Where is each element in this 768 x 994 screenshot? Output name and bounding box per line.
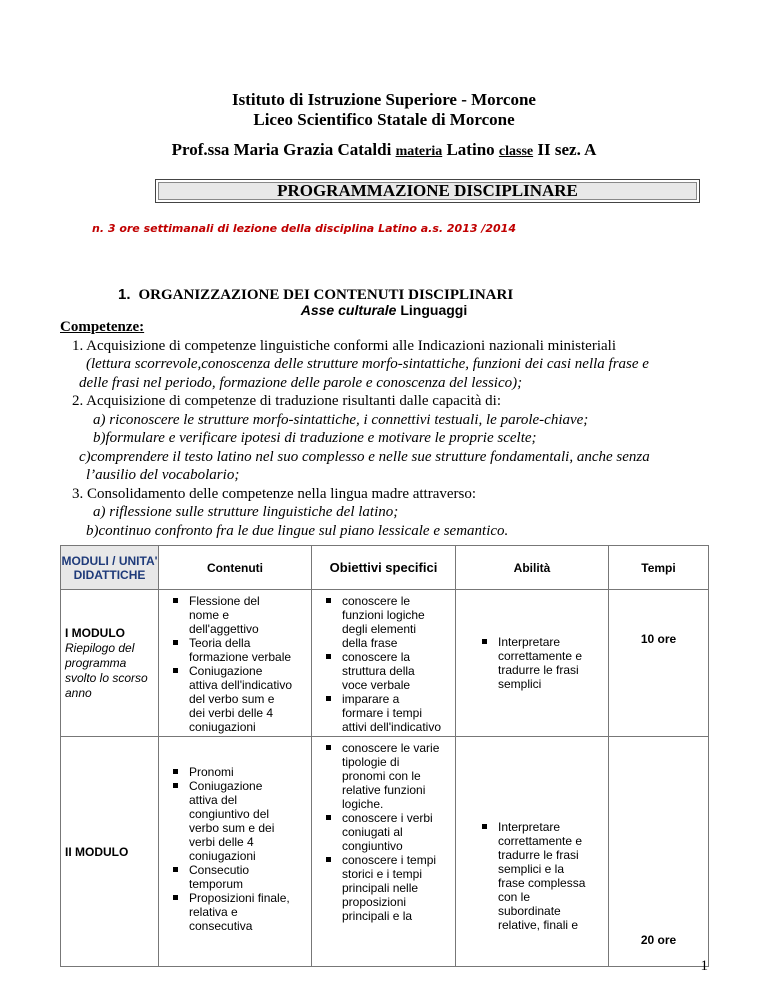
header-moduli: MODULI / UNITA' DIDATTICHE <box>61 546 159 590</box>
list-item: Interpretare correttamente e tradurre le frasi semplici <box>498 635 590 691</box>
competenze-line-7: c)comprendere il testo latino nel suo complesso e nelle sue strutture fondamentali, anche senza <box>79 449 650 465</box>
list-item: Proposizioni finale, relativa e consecutiva <box>189 891 293 933</box>
module-title: II MODULO <box>65 844 129 859</box>
competenze-line-11: b)continuo confronto fra le due lingue sul piano lessicale e semantico. <box>86 523 509 539</box>
list-item: conoscere i verbi coniugati al congiuntivo <box>342 811 441 853</box>
list-item: conoscere i tempi storici e i tempi principali nelle proposizioni principali e la <box>342 853 441 923</box>
section-number: 1. <box>118 286 131 303</box>
teacher-name: Prof.ssa Maria Grazia Cataldi <box>171 140 392 159</box>
competenze-line-6: b)formulare e verificare ipotesi di traduzione e motivare le proprie scelte; <box>93 430 537 446</box>
contenuti-cell <box>159 737 312 967</box>
module-description: Riepilogo del programma svolto lo scorso anno <box>65 641 148 700</box>
obiettivi-cell <box>312 590 456 737</box>
table-header-row <box>61 546 709 590</box>
list-item: conoscere le varie tipologie di pronomi con le relative funzioni logiche. <box>342 741 440 811</box>
competenze-line-4: 2. Acquisizione di competenze di traduzione risultanti dalle capacità di: <box>72 393 502 409</box>
asse-culturale <box>0 302 768 318</box>
class-name: II sez. A <box>537 140 597 159</box>
table-row <box>61 737 709 967</box>
hours-note: n. 3 ore settimanali di lezione della disciplina Latino a.s. 2013 /2014 <box>92 222 516 235</box>
competenze-line-9: 3. Consolidamento delle competenze nella lingua madre attraverso: <box>72 486 477 502</box>
materia-label: materia <box>395 144 443 159</box>
list-item-text: Coniugazione attiva dell'indicativo del verbo sum e dei verbi delle 4 coniugazioni <box>189 664 293 734</box>
asse-label: Asse culturale <box>300 302 397 318</box>
abilita-cell <box>456 737 609 967</box>
list-item: Flessione del nome e dell'aggettivo <box>189 594 293 636</box>
list-item: Coniugazione attiva del congiuntivo del verbo sum e dei verbi delle 4 coniugazioni <box>189 779 293 863</box>
header-abilita: Abilità <box>456 546 609 590</box>
list-item: Pronomi <box>189 765 293 779</box>
list-item: Teoria della formazione verbale <box>189 636 292 664</box>
section-title: ORGANIZZAZIONE DEI CONTENUTI DISCIPLINARI <box>138 287 514 303</box>
list-item: imparare a formare i tempi attivi dell'indicativo <box>342 692 442 734</box>
table-row <box>61 590 709 737</box>
school-name: Istituto di Istruzione Superiore - Morcone <box>232 90 536 109</box>
competenze-line-2: (lettura scorrevole,conoscenza delle strutture morfo-sintattiche, funzioni dei casi nella frase e <box>86 356 649 372</box>
module-cell <box>61 737 159 967</box>
list-item <box>189 664 293 734</box>
header-contenuti: Contenuti <box>159 546 312 590</box>
page-number: 1 <box>700 958 708 974</box>
page-title: PROGRAMMAZIONE DISCIPLINARE <box>155 179 700 203</box>
competenze-line-1: 1. Acquisizione di competenze linguistiche conformi alle Indicazioni nazionali ministeriali <box>72 338 616 354</box>
competenze-label: Competenze: <box>60 319 145 335</box>
subject: Latino <box>446 140 495 159</box>
abilita-cell <box>456 590 609 737</box>
classe-label: classe <box>498 144 534 159</box>
school-subtitle: Liceo Scientifico Statale di Morcone <box>253 110 515 129</box>
module-title: I MODULO <box>65 626 125 640</box>
header-obiettivi: Obiettivi specifici <box>312 546 456 590</box>
competenze-line-10: a) riflessione sulle strutture linguistiche del latino; <box>93 504 399 520</box>
list-item: Consecutio temporum <box>189 863 293 891</box>
obiettivi-cell <box>312 737 456 967</box>
list-item: conoscere la struttura della voce verbale <box>342 650 441 692</box>
competenze-line-5: a) riconoscere le strutture morfo-sintattiche, i connettivi testuali, le parole-chiave; <box>93 412 589 428</box>
teacher-line <box>0 140 768 162</box>
module-cell <box>61 590 159 737</box>
tempi-cell: 10 ore <box>609 590 709 737</box>
competenze-line-8: l’ausilio del vocabolario; <box>86 467 240 483</box>
tempi-cell: 20 ore <box>609 737 709 967</box>
list-item: Interpretare correttamente e tradurre le frasi semplici e la frase complessa con le subordinate relative, finali e <box>498 820 590 932</box>
contenuti-cell <box>159 590 312 737</box>
header-tempi: Tempi <box>609 546 709 590</box>
program-table <box>60 545 709 967</box>
asse-value: Linguaggi <box>400 302 468 318</box>
list-item: conoscere le funzioni logiche degli elementi della frase <box>342 594 441 650</box>
competenze-line-3: delle frasi nel periodo, formazione delle parole e conoscenza del lessico); <box>79 375 523 391</box>
